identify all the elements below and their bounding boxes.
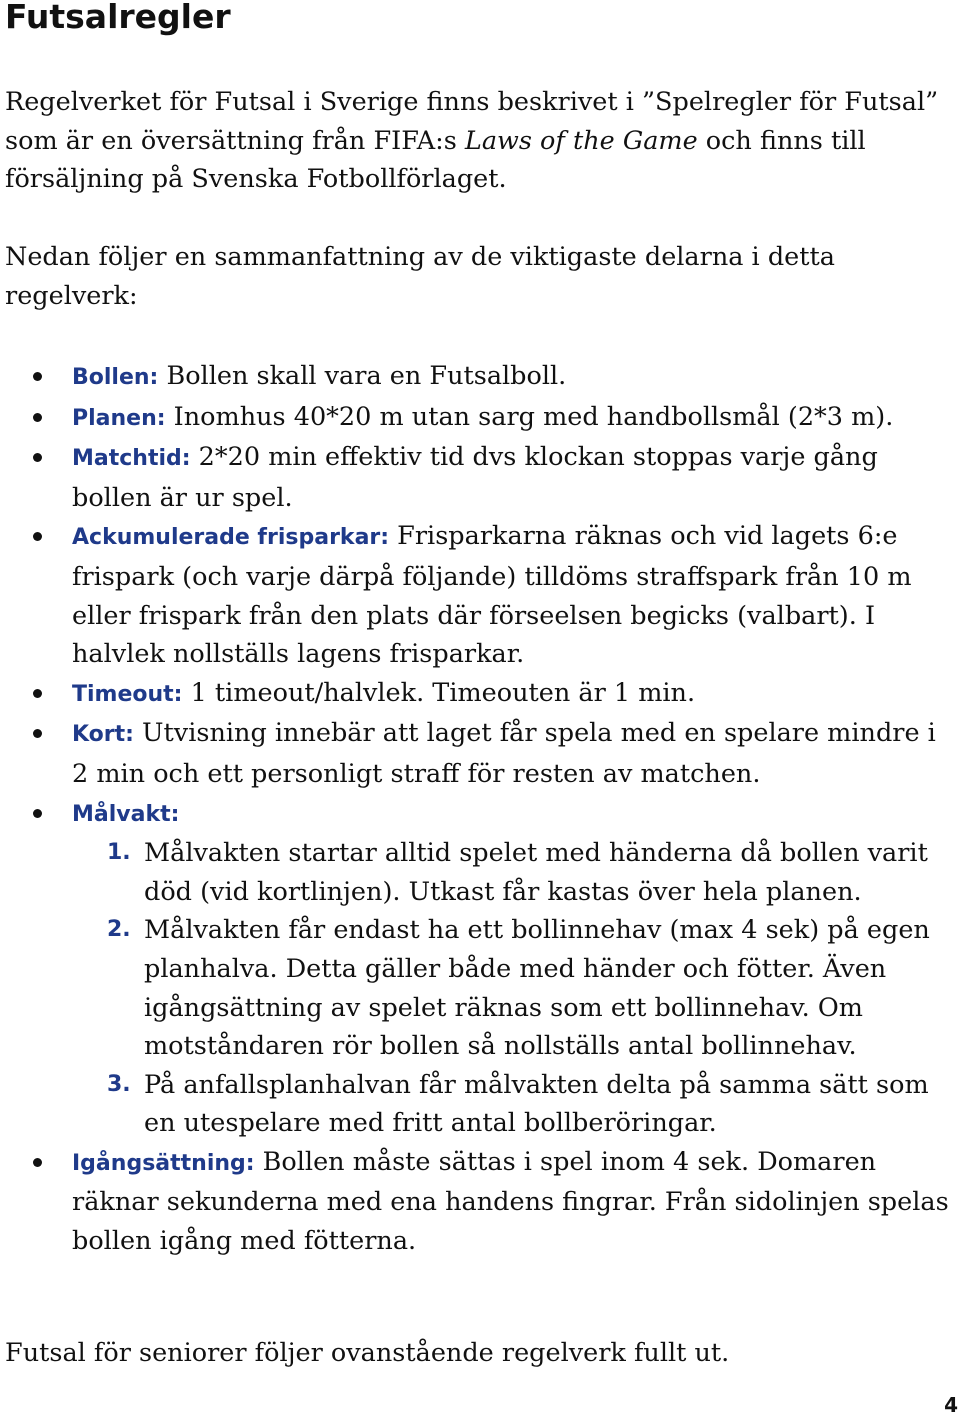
rule-text: Utvisning innebär att laget får spela med en spelare mindre i 2 min och ett personligt straff för resten av matchen. — [72, 718, 936, 789]
rule-term: Igångsättning: — [72, 1150, 255, 1176]
rule-term: Matchtid: — [72, 446, 191, 472]
bullet-icon — [33, 372, 42, 381]
rule-text: Bollen skall vara en Futsalboll. — [158, 361, 567, 391]
bullet-icon — [33, 809, 42, 818]
rule-term: Planen: — [72, 405, 166, 431]
bullet-icon — [33, 413, 42, 422]
rule-item-planen — [0, 398, 960, 439]
bullet-icon — [33, 729, 42, 738]
intro-text-end: och finns till försäljning på Svenska Fotbollförlaget. — [5, 125, 866, 195]
goalkeeper-rule-item — [72, 834, 956, 911]
rule-term: Målvakt: — [72, 801, 180, 827]
goalkeeper-rule-item — [72, 1066, 956, 1143]
bullet-icon — [33, 689, 42, 698]
rule-text: Frisparkarna räknas och vid lagets 6:e frispark (och varje därpå följande) tilldöms straffspark från 10 m eller frispark från den plats där förseelsen begicks (valbart). I halvlek nollställs lagens frisparkar. — [72, 521, 912, 670]
item-number: 2. — [107, 917, 131, 943]
bullet-icon — [33, 1158, 42, 1167]
rule-term: Timeout: — [72, 681, 183, 707]
page-number: 4 — [944, 1393, 958, 1417]
goalkeeper-rules-list — [72, 834, 956, 1143]
page-title: Futsalregler — [5, 0, 231, 36]
goalkeeper-rule-item — [72, 911, 956, 1065]
goalkeeper-rule-text: Målvakten får endast ha ett bollinnehav (max 4 sek) på egen planhalva. Detta gäller både med händer och fötter. Även igångsättning av spelet räknas som ett bollinnehav. Om motståndaren rör bollen så nollställs antal bollinnehav. — [144, 915, 930, 1062]
rule-item-bollen — [0, 357, 960, 398]
rule-term: Ackumulerade frisparkar: — [72, 525, 390, 551]
rule-text: Inomhus 40*20 m utan sarg med handbollsmål (2*3 m). — [165, 401, 894, 432]
bullet-icon — [33, 453, 42, 462]
rule-text: 2*20 min effektiv tid dvs klockan stoppas varje gång bollen är ur spel. — [72, 442, 878, 513]
item-number: 1. — [107, 840, 131, 866]
rule-text: Bollen måste sättas i spel inom 4 sek. Domaren räknar sekunderna med ena handens fingrar. Från sidolinjen spelas bollen igång med fötterna. — [72, 1146, 949, 1257]
rule-term: Bollen: — [72, 365, 159, 390]
item-number: 3. — [107, 1071, 131, 1097]
rule-term: Kort: — [72, 722, 134, 748]
summary-paragraph: Nedan följer en sammanfattning av de viktigaste delarna i detta regelverk: — [5, 242, 835, 311]
intro-book-title: Laws of the Game — [464, 125, 698, 156]
rule-item-kort — [0, 714, 960, 793]
bullet-icon — [33, 532, 42, 541]
rule-item-timeout — [0, 674, 960, 715]
goalkeeper-rule-text: På anfallsplanhalvan får målvakten delta på samma sätt som en utespelare med fritt antal bollberöringar. — [144, 1069, 929, 1139]
rules-list — [0, 357, 960, 1261]
rule-item-frisparkar — [0, 517, 960, 673]
closing-paragraph: Futsal för seniorer följer ovanstående regelverk fullt ut. — [5, 1338, 730, 1368]
rule-item-igangsattning — [0, 1143, 960, 1261]
rule-item-matchtid — [0, 438, 960, 517]
rule-text: 1 timeout/halvlek. Timeouten är 1 min. — [182, 677, 696, 708]
rule-item-malvakt — [0, 794, 960, 1143]
intro-text-start: Regelverket för Futsal i Sverige finns beskrivet i ”Spelregler för Futsal” som är en översättning från FIFA:s — [5, 87, 939, 156]
goalkeeper-rule-text: Målvakten startar alltid spelet med händerna då bollen varit död (vid kortlinjen). Utkast får kastas över hela planen. — [144, 838, 928, 907]
intro-paragraph — [5, 83, 955, 199]
